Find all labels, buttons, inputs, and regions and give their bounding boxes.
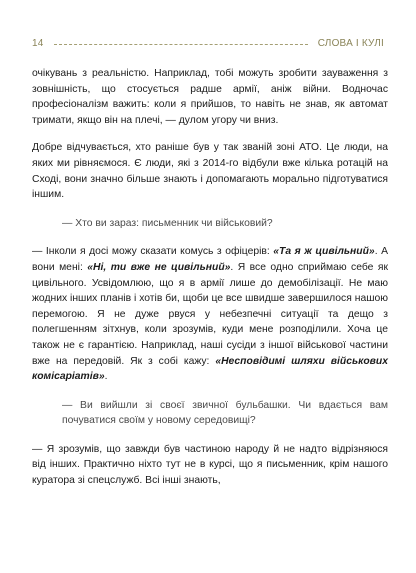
answer-1-quote-2: «Ні, ти вже не цивільний» [87, 261, 231, 273]
page-body [32, 66, 388, 502]
paragraph-1: очікувань з реальністю. Наприклад, тобі можуть зробити зауваження з зовнішність, що стосується радше армії, аніж війни. Водночас професіоналізм важить: коли я прийшов, то навіть не знав, як автомат тримати, якщо він на плечі, — дулом угору чи вниз. [32, 68, 388, 126]
answer-1-mid-2: . Я все одно сприймаю себе як цивільного. Усвідомлюю, що я в армії лише до демобілізації. Не маю жодних інших планів і хотів би, щоби це все швидше завершилося нашою перемогою. Я не дуже рвуся у небезпечні ситуації та дещо з полегшенням зітхнув, коли зрозумів, куди мене розподілили. Хоча це також не є гарантією. Наприклад, наші сусіди з іншої військової частини вже на передовій. Як з собі кажу: [32, 261, 388, 367]
answer-1-quote-3: «Несповідимі шляхи військових комісаріатів» [32, 355, 389, 383]
answer-1-quote-1: «Та я ж цивільний» [273, 246, 375, 258]
book-title: СЛОВА І КУЛІ [317, 37, 384, 49]
answer-1-mid-1: . А вони мені: [32, 246, 388, 273]
interview-answer-2: — Я зрозумів, що завжди був частиною народу й не надто відрізняюся від інших. Практично ніхто тут не в курсі, що я письменник, крім нашого куратора зі спецслужб. Всі інші знають, [32, 443, 388, 487]
running-header [32, 36, 384, 50]
answer-1-start: — Інколи я досі можу сказати комусь з офіцерів: [32, 246, 274, 258]
answer-1-end: . [104, 371, 108, 383]
interview-answer-1 [32, 244, 388, 384]
interview-question-2: — Ви вийшли зі своєї звичної бульбашки. Чи вдається вам почуватися своїм у новому середовищі? [62, 399, 388, 427]
interview-question-1: — Хто ви зараз: письменник чи військовий? [62, 217, 273, 229]
page-number: 14 [32, 37, 44, 49]
paragraph-2: Добре відчувається, хто раніше був у так званій зоні АТО. Це люди, на яких ми рівняємося. Є люди, які з 2014-го відбули вже кілька ротацій на Сході, вони значно більше знають і допомагають морально підготуватися іншим. [32, 142, 388, 201]
dashed-leader-line [54, 44, 308, 45]
